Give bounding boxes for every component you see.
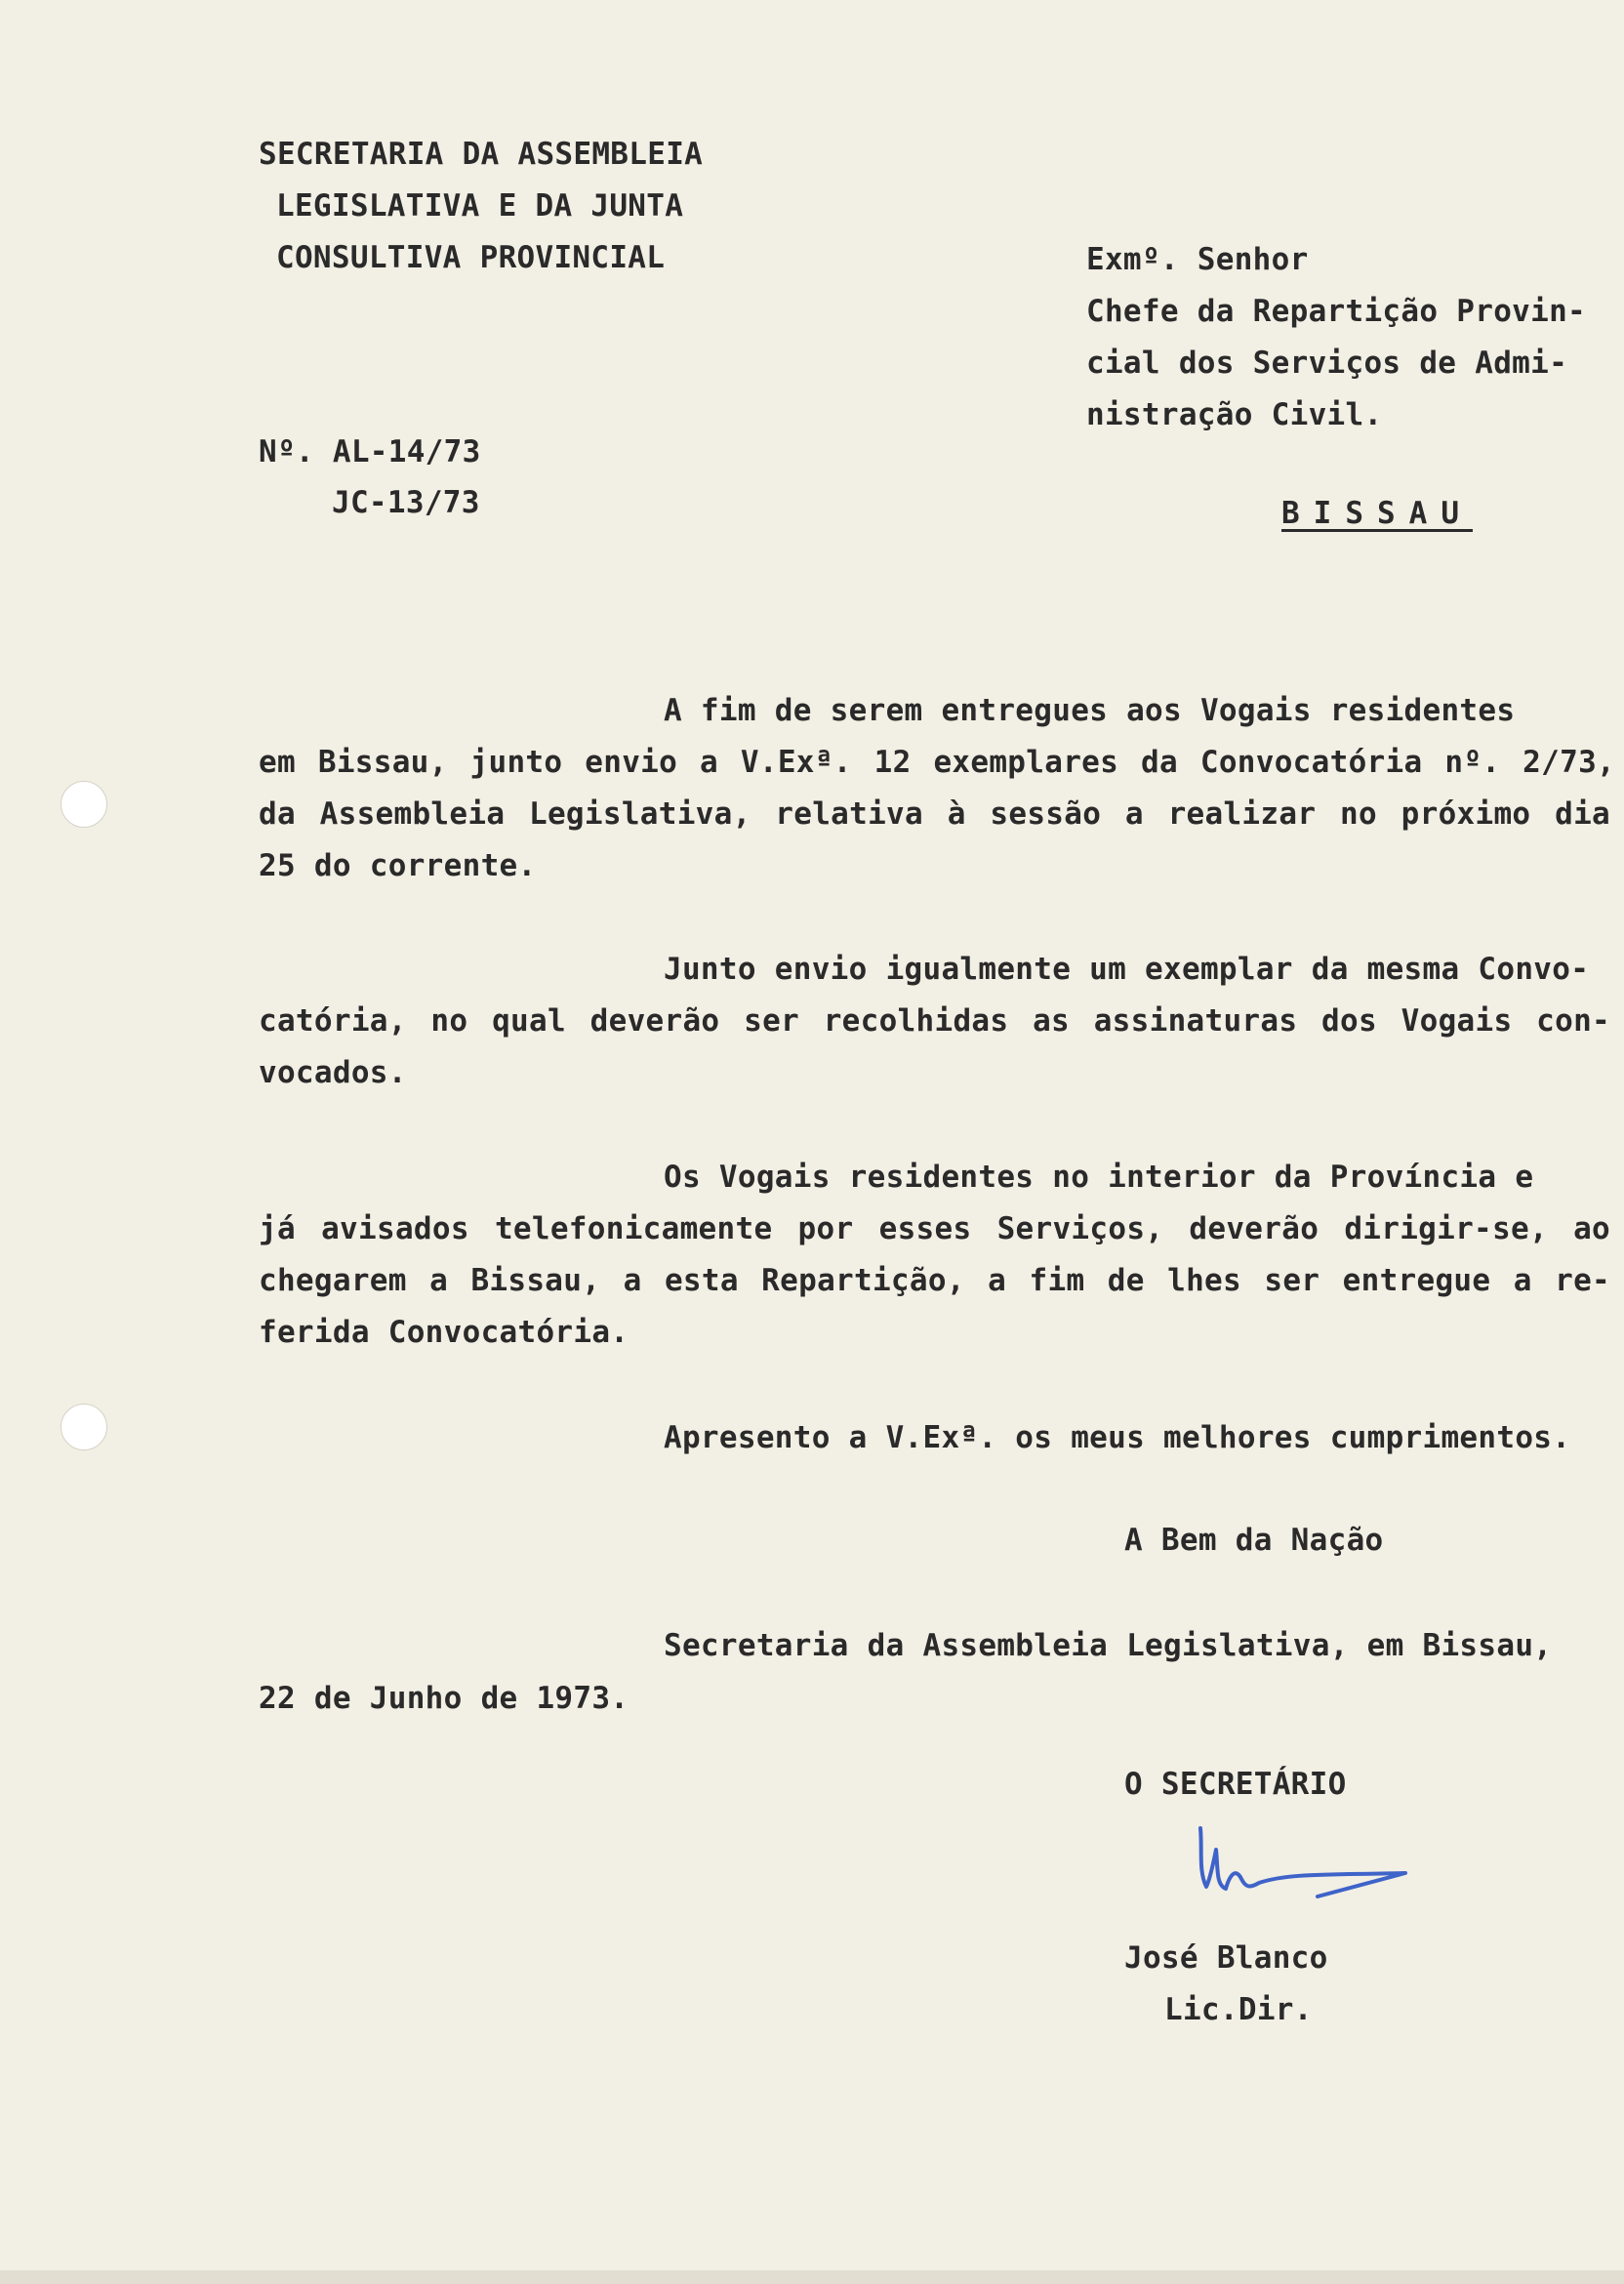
closing-place-line: Secretaria da Assembleia Legislativa, em Bissau, [664,1628,1553,1663]
paragraph-1-line-2: em Bissau, junto envio a V.Exª. 12 exemplares da Convocatória nº. 2/73, [259,745,1615,780]
sender-line-3: CONSULTIVA PROVINCIAL [276,240,666,275]
reference-number-al: Nº. AL-14/73 [259,434,481,469]
paragraph-1-line-4: 25 do corrente. [259,848,537,883]
paragraph-1-line-3: da Assembleia Legislativa, relativa à sessão a realizar no próximo dia [259,796,1610,832]
handwritten-signature [1181,1811,1425,1918]
sender-line-1: SECRETARIA DA ASSEMBLEIA [259,137,704,172]
paragraph-2-line-1: Junto envio igualmente um exemplar da mesma Convo- [664,952,1590,987]
recipient-line-2: cial dos Serviços de Admi- [1086,346,1568,381]
paragraph-3-line-2: já avisados telefonicamente por esses Serviços, deverão dirigir-se, ao [259,1211,1610,1246]
paragraph-3-line-1: Os Vogais residentes no interior da Província e [664,1160,1534,1195]
reference-number-jc: JC-13/73 [332,485,480,520]
signatory-title: O SECRETÁRIO [1124,1767,1347,1802]
punch-hole-top [61,781,107,828]
paragraph-3-line-3: chegarem a Bissau, a esta Repartição, a fim de lhes ser entregue a re- [259,1263,1610,1298]
recipient-salutation: Exmº. Senhor [1086,242,1309,277]
paragraph-2-line-2: catória, no qual deverão ser recolhidas as assinaturas dos Vogais con- [259,1003,1610,1039]
paragraph-2-line-3: vocados. [259,1055,407,1090]
paragraph-1-line-1: A fim de serem entregues aos Vogais residentes [664,693,1516,728]
signatory-degree: Lic.Dir. [1164,1992,1313,2027]
punch-hole-bottom [61,1404,107,1450]
sender-line-2: LEGISLATIVA E DA JUNTA [276,188,684,224]
paragraph-3-line-4: ferida Convocatória. [259,1315,629,1350]
paragraph-4-greeting: Apresento a V.Exª. os meus melhores cumprimentos. [664,1420,1571,1455]
closing-date: 22 de Junho de 1973. [259,1681,629,1716]
recipient-line-1: Chefe da Repartição Provin- [1086,294,1587,329]
signatory-name: José Blanco [1124,1940,1328,1976]
recipient-city: BISSAU [1281,496,1473,531]
closing-motto: A Bem da Nação [1124,1523,1384,1558]
recipient-line-3: nistração Civil. [1086,397,1383,432]
page-bottom-edge [0,2270,1624,2284]
